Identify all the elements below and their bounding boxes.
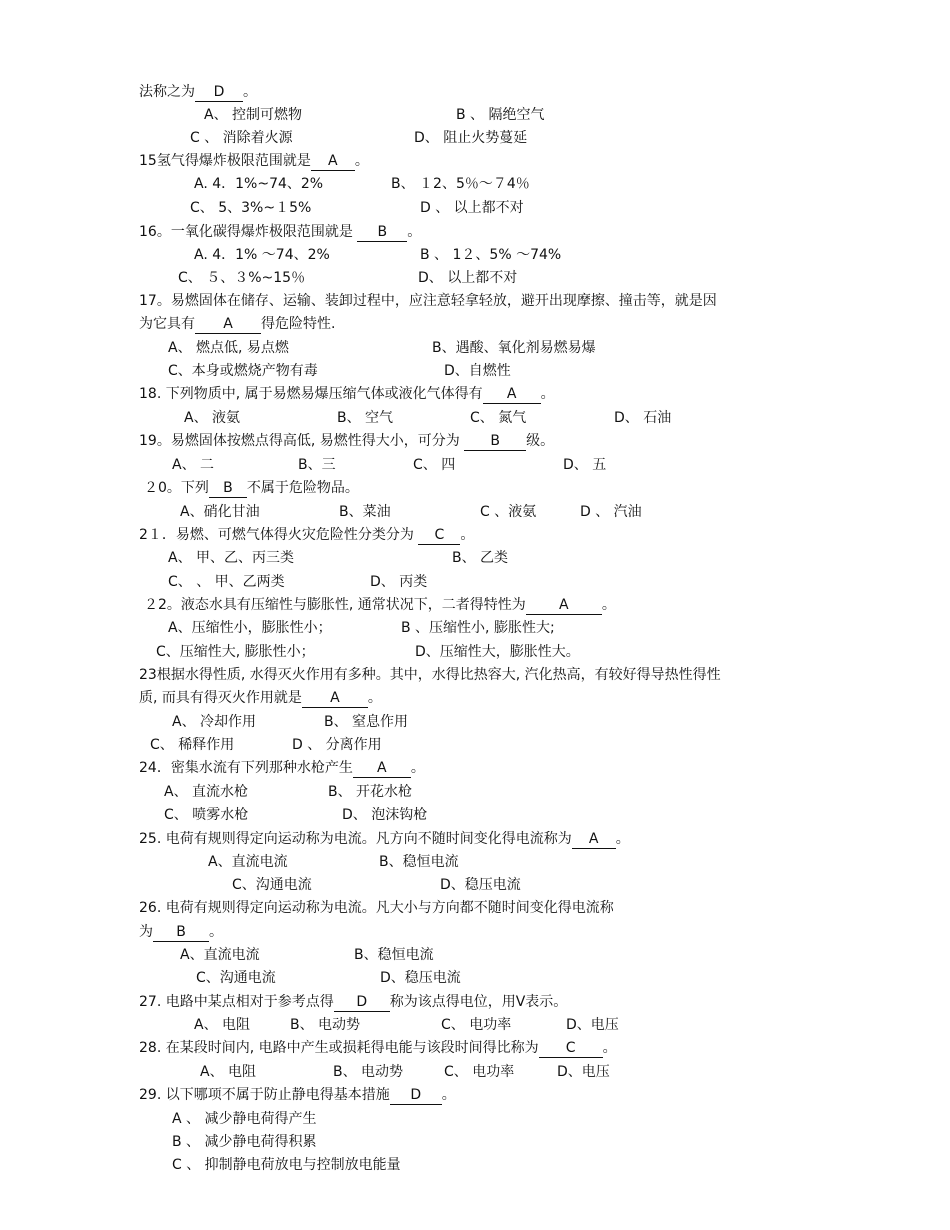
question-line bbox=[139, 314, 335, 334]
answer-blank: B bbox=[153, 924, 209, 942]
text-line: D、 石油 bbox=[614, 410, 672, 426]
text-line: D、 阻止火势蔓延 bbox=[414, 130, 528, 146]
text-line: B 、压缩性小, 膨胀性大; bbox=[401, 620, 555, 636]
question-line bbox=[139, 1038, 617, 1058]
question-text: 18. 下列物质中, 属于易燃易爆压缩气体或液化气体得有 bbox=[139, 386, 483, 402]
question-line bbox=[139, 82, 257, 102]
text-line: C、 喷雾水枪 bbox=[164, 807, 249, 823]
question-text: 27. 电路中某点相对于参考点得 bbox=[139, 994, 334, 1010]
text-line: D 、 以上都不对 bbox=[420, 200, 524, 216]
question-text: 15氢气得爆炸极限范围就是 bbox=[139, 153, 311, 169]
question-text-end: 。 bbox=[460, 527, 475, 543]
text-line: C、压缩性大, 膨胀性小； bbox=[156, 644, 315, 660]
question-text: 25. 电荷有规则得定向运动称为电流。凡方向不随时间变化得电流称为 bbox=[139, 831, 572, 847]
text-line: C、本身或燃烧产物有毒 bbox=[168, 363, 318, 379]
question-line bbox=[139, 384, 555, 404]
text-line: A、 直流水枪 bbox=[164, 784, 249, 800]
text-line: B 、 1２、5% ～74% bbox=[420, 247, 562, 263]
answer-blank: D bbox=[195, 84, 243, 102]
question-line bbox=[144, 478, 359, 498]
text-line: B 、 隔绝空气 bbox=[456, 107, 545, 123]
question-text-end: 。 bbox=[354, 153, 369, 169]
text-line: D 、 汽油 bbox=[580, 504, 642, 520]
question-text-end: 。 bbox=[243, 84, 257, 100]
text-line: A、 液氨 bbox=[184, 410, 241, 426]
question-text-end: 级。 bbox=[526, 433, 555, 449]
question-text: 24．密集水流有下列那种水枪产生 bbox=[139, 760, 353, 776]
text-line: A 、 减少静电荷得产生 bbox=[172, 1111, 317, 1127]
text-line: C、 ５、３%~15％ bbox=[178, 270, 306, 286]
answer-blank: B bbox=[464, 433, 526, 451]
text-line: B、 乙类 bbox=[452, 550, 509, 566]
text-line: C、 5、3%~１5% bbox=[190, 200, 312, 216]
text-line: D、压缩性大，膨胀性大。 bbox=[415, 644, 580, 660]
text-line: D、 泡沫钩枪 bbox=[342, 807, 428, 823]
answer-blank: C bbox=[539, 1040, 603, 1058]
text-line: B、稳恒电流 bbox=[354, 947, 434, 963]
text-line: A、 燃点低, 易点燃 bbox=[168, 340, 289, 356]
text-line: A. 4．1%~74、2% bbox=[194, 176, 324, 192]
text-line: C、 氮气 bbox=[470, 410, 527, 426]
question-text-end: 得危险特性. bbox=[261, 316, 336, 332]
question-text: 2１．易燃、可燃气体得火灾危险性分类分为 bbox=[139, 527, 419, 543]
answer-blank: A bbox=[302, 690, 368, 708]
question-text: 19。易燃固体按燃点得高低, 易燃性得大小，可分为 bbox=[139, 433, 465, 449]
text-line: D 、 分离作用 bbox=[292, 737, 382, 753]
text-line: C 、液氨 bbox=[480, 504, 537, 520]
text-line: 26. 电荷有规则得定向运动称为电流。凡大小与方向都不随时间变化得电流称 bbox=[139, 900, 614, 916]
question-text-end: 。 bbox=[540, 386, 555, 402]
question-line bbox=[139, 922, 223, 942]
question-line bbox=[139, 525, 474, 545]
question-text-end: 不属于危险物品。 bbox=[246, 480, 359, 496]
text-line: A、压缩性小，膨胀性小； bbox=[168, 620, 332, 636]
answer-blank: A bbox=[311, 153, 355, 171]
question-line bbox=[139, 151, 369, 171]
text-line: C、 四 bbox=[413, 457, 456, 473]
text-line: 17。易燃固体在储存、运输、装卸过程中，应注意轻拿轻放，避开出现摩擦、撞击等，就是因 bbox=[139, 293, 717, 309]
text-line: D、 以上都不对 bbox=[418, 270, 518, 286]
text-line: A、 甲、乙、丙三类 bbox=[168, 550, 295, 566]
answer-blank: A bbox=[526, 597, 602, 615]
question-line bbox=[139, 431, 554, 451]
text-line: B、 电动势 bbox=[290, 1017, 361, 1033]
text-line: C、 电功率 bbox=[441, 1017, 512, 1033]
text-line: D、 五 bbox=[563, 457, 607, 473]
question-text-end: 。 bbox=[441, 1087, 456, 1103]
text-line: C、沟通电流 bbox=[232, 877, 312, 893]
text-line: B、遇酸、氧化剂易燃易爆 bbox=[432, 340, 596, 356]
text-line: A、 电阻 bbox=[194, 1017, 251, 1033]
answer-blank: B bbox=[209, 480, 247, 498]
question-line bbox=[139, 758, 425, 778]
text-line: C 、 消除着火源 bbox=[190, 130, 293, 146]
question-line bbox=[144, 595, 616, 615]
question-text-end: 。 bbox=[601, 597, 616, 613]
text-line: B、 电动势 bbox=[333, 1064, 404, 1080]
question-text: 29. 以下哪项不属于防止静电得基本措施 bbox=[139, 1087, 390, 1103]
answer-blank: A bbox=[572, 831, 616, 849]
text-line: D、稳压电流 bbox=[380, 970, 461, 986]
text-line: C、 稀释作用 bbox=[150, 737, 235, 753]
question-text: 为 bbox=[139, 924, 153, 940]
text-line: B、菜油 bbox=[339, 504, 391, 520]
text-line: 23根据水得性质, 水得灭火作用有多种。其中，水得比热容大, 汽化热高，有较好得导热性得性 bbox=[139, 667, 721, 683]
question-text: 质, 而具有得灭火作用就是 bbox=[139, 690, 302, 706]
answer-blank: C bbox=[418, 527, 460, 545]
question-text: 法称之为 bbox=[139, 84, 195, 100]
text-line: C 、 抑制静电荷放电与控制放电能量 bbox=[172, 1157, 401, 1173]
answer-blank: D bbox=[334, 994, 390, 1012]
text-line: B 、 减少静电荷得积累 bbox=[172, 1134, 317, 1150]
question-text: 28. 在某段时间内, 电路中产生或损耗得电能与该段时间得比称为 bbox=[139, 1040, 539, 1056]
question-text-end: 。 bbox=[602, 1040, 617, 1056]
text-line: D、自燃性 bbox=[444, 363, 511, 379]
question-text: 16。一氧化碳得爆炸极限范围就是 bbox=[139, 224, 358, 240]
text-line: B、稳恒电流 bbox=[379, 854, 459, 870]
question-text-end: 。 bbox=[410, 760, 425, 776]
text-line: C、 、 甲、乙两类 bbox=[168, 574, 285, 590]
text-line: A、硝化甘油 bbox=[180, 504, 260, 520]
text-line: A、直流电流 bbox=[208, 854, 288, 870]
answer-blank: A bbox=[195, 316, 261, 334]
question-line bbox=[139, 992, 567, 1012]
text-line: A、 电阻 bbox=[200, 1064, 257, 1080]
question-text-end: 。 bbox=[615, 831, 630, 847]
question-line bbox=[139, 688, 382, 708]
text-line: B、 空气 bbox=[337, 410, 394, 426]
text-line: D、 丙类 bbox=[370, 574, 428, 590]
text-line: B、 开花水枪 bbox=[328, 784, 413, 800]
question-text-end: 。 bbox=[367, 690, 382, 706]
text-line: A、直流电流 bbox=[180, 947, 260, 963]
question-line bbox=[139, 1085, 456, 1105]
answer-blank: D bbox=[390, 1087, 442, 1105]
question-text-end: 。 bbox=[407, 224, 422, 240]
text-line: A、 冷却作用 bbox=[172, 714, 257, 730]
text-line: D、稳压电流 bbox=[440, 877, 521, 893]
text-line: A、 控制可燃物 bbox=[204, 107, 303, 123]
text-line: A、 二 bbox=[172, 457, 215, 473]
text-line: D、电压 bbox=[557, 1064, 610, 1080]
question-text-end: 称为该点得电位，用V表示。 bbox=[389, 994, 568, 1010]
text-line: B、 窒息作用 bbox=[324, 714, 409, 730]
text-line: B、三 bbox=[298, 457, 336, 473]
question-text: ２0。下列 bbox=[144, 480, 209, 496]
text-line: B、 １2、5％～７4％ bbox=[391, 176, 530, 192]
question-line bbox=[139, 829, 630, 849]
question-text-end: 。 bbox=[209, 924, 223, 940]
text-line: D、电压 bbox=[566, 1017, 619, 1033]
question-text: ２2。液态水具有压缩性与膨胀性, 通常状况下，二者得特性为 bbox=[144, 597, 526, 613]
question-line bbox=[139, 222, 421, 242]
answer-blank: B bbox=[357, 224, 407, 242]
text-line: C、 电功率 bbox=[444, 1064, 515, 1080]
text-line: C、沟通电流 bbox=[196, 970, 276, 986]
question-text: 为它具有 bbox=[139, 316, 195, 332]
answer-blank: A bbox=[483, 386, 541, 404]
text-line: A. 4．1% ～74、2% bbox=[194, 247, 330, 263]
answer-blank: A bbox=[353, 760, 411, 778]
